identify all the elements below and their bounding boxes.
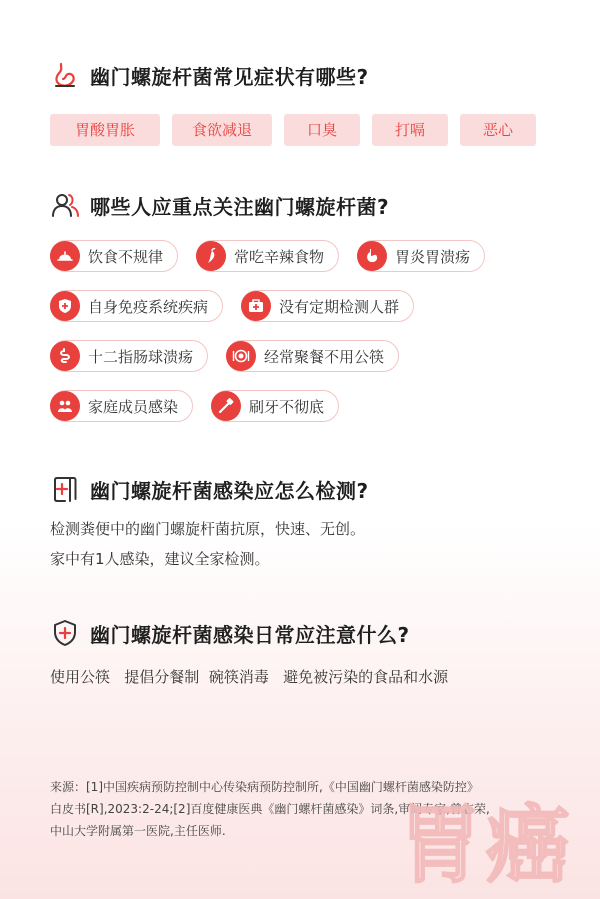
risk-pill [211, 390, 339, 422]
precautions-section [50, 616, 570, 692]
watermark-text: 胃癌 [398, 796, 575, 894]
risk-row [50, 290, 570, 322]
stomach-icon [50, 60, 80, 90]
precautions-title: 幽门螺旋杆菌感染日常应注意什么? [90, 622, 410, 647]
symptoms-header [50, 58, 570, 92]
symptom-chip: 口臭 [284, 114, 360, 146]
testing-title: 幽门螺旋杆菌感染应怎么检测? [90, 478, 369, 503]
medical-kit-icon [241, 291, 271, 321]
risk-label: 刷牙不彻底 [249, 397, 325, 416]
risk-pills [50, 240, 570, 422]
precautions-text: 使用公筷 提倡分餐制 碗筷消毒 避免被污染的食品和水源 [50, 668, 449, 686]
risk-label: 经常聚餐不用公筷 [264, 347, 385, 366]
people-icon [50, 190, 80, 220]
risk-label: 饮食不规律 [88, 247, 164, 266]
risk-row [50, 390, 570, 422]
symptom-chip: 恶心 [460, 114, 536, 146]
test-kit-icon [50, 474, 80, 504]
symptoms-title: 幽门螺旋杆菌常见症状有哪些? [90, 64, 369, 89]
risk-groups-header [50, 188, 570, 222]
precautions-header [50, 616, 570, 650]
dining-cloche-icon [50, 241, 80, 271]
source-line: 来源：[1]中国疾病预防控制中心传染病预防控制所,《中国幽门螺杆菌感染防控》 [50, 780, 479, 794]
risk-label: 十二指肠球溃疡 [88, 347, 194, 366]
stomach-organ-icon [357, 241, 387, 271]
risk-label: 家庭成员感染 [88, 397, 179, 416]
risk-groups-section [50, 188, 570, 440]
risk-pill [241, 290, 414, 322]
risk-label: 自身免疫系统疾病 [88, 297, 209, 316]
symptoms-section [50, 58, 570, 146]
symptom-chips [50, 114, 570, 146]
dinner-plate-icon [226, 341, 256, 371]
risk-row [50, 340, 570, 372]
testing-line: 家中有1人感染，建议全家检测。 [50, 550, 270, 568]
testing-line: 检测粪便中的幽门螺旋杆菌抗原，快速、无创。 [50, 520, 366, 538]
risk-groups-title: 哪些人应重点关注幽门螺旋杆菌? [90, 194, 390, 219]
risk-pill [196, 240, 339, 272]
source-line: 中山大学附属第一医院,主任医师. [50, 824, 226, 838]
risk-label: 常吃辛辣食物 [234, 247, 325, 266]
testing-header [50, 472, 570, 506]
risk-label: 胃炎胃溃疡 [395, 247, 471, 266]
testing-section [50, 472, 570, 574]
chili-pepper-icon [196, 241, 226, 271]
risk-pill [50, 390, 193, 422]
risk-row [50, 240, 570, 272]
risk-pill [50, 240, 178, 272]
risk-pill [357, 240, 485, 272]
symptom-chip: 打嗝 [372, 114, 448, 146]
toothbrush-icon [211, 391, 241, 421]
risk-label: 没有定期检测人群 [279, 297, 400, 316]
symptom-chip: 胃酸胃胀 [50, 114, 160, 146]
testing-body [50, 514, 570, 574]
risk-pill [50, 290, 223, 322]
shield-plus-icon [50, 291, 80, 321]
intestine-icon [50, 341, 80, 371]
risk-pill [226, 340, 399, 372]
risk-pill [50, 340, 208, 372]
family-icon [50, 391, 80, 421]
shield-icon [50, 618, 80, 648]
symptom-chip: 食欲减退 [172, 114, 272, 146]
source-line: 白皮书[R],2023:2-24;[2]百度健康医典《幽门螺杆菌感染》词条,审阅专家,曾志荣, [50, 802, 490, 816]
